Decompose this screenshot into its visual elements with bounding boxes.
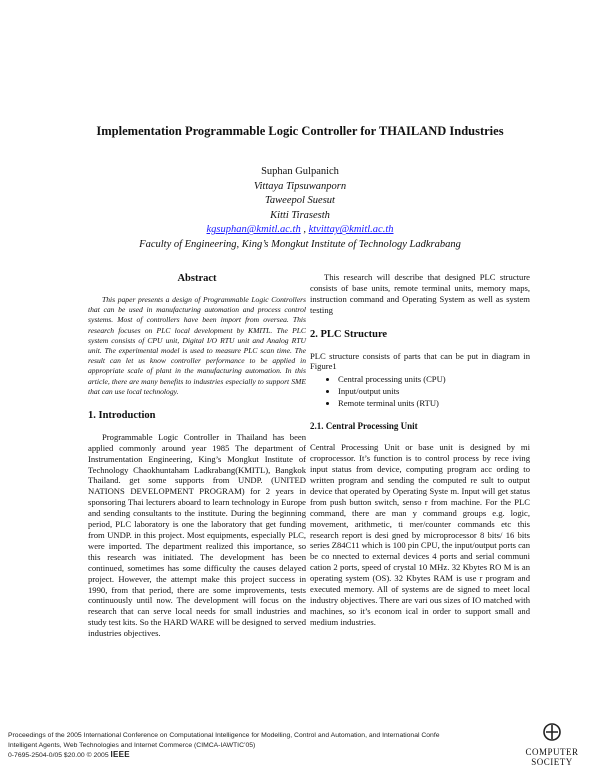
email-line [40, 223, 560, 238]
list-item: • Remote terminal units (RTU) [338, 397, 530, 409]
logo-text-1: COMPUTER [525, 747, 579, 757]
lead-author: Suphan Gulpanich [261, 166, 339, 177]
list-item: • Central processing units (CPU) [338, 373, 530, 385]
email-separator: , [300, 224, 306, 236]
paper-title: Implementation Programmable Logic Controller for THAILAND Industries [96, 124, 504, 138]
computer-society-logo [513, 722, 591, 772]
computer-society-icon [540, 722, 564, 742]
abstract-text: This paper presents a design of Programmable Logic Controllers that can be used in manufacturing automation and process control systems. Most of controllers have been import from oversea. This research focuses on PLC local development by KMITL. The PLC system consists of CPU unit, Digital I/O RTU unit and Analog RTU unit. The experimental model is used to measure PLC scan time. The result can let us know controller performance to be applied in appropriate scale of plant in the manufacturing automation. In this article, there are many benefits to industries especially to support SME that can use local technology. [88, 294, 306, 396]
plc-parts-list [310, 373, 530, 409]
abstract [88, 295, 306, 397]
plc-structure-heading: 2. PLC Structure [310, 328, 388, 340]
email-link-2[interactable]: ktvittay@kmitl.ac.th [308, 224, 394, 236]
proceedings-footer [8, 731, 508, 761]
affiliation: Faculty of Engineering, King’s Mongkut Institute of Technology Ladkrabang [139, 238, 461, 250]
author-3: Taweepol Suesut [265, 195, 335, 207]
abstract-heading: Abstract [177, 273, 217, 284]
plc-structure-text: PLC structure consists of parts that can be put in diagram in Figure1 [310, 350, 530, 372]
copyright-text: 0-7695-2504-0/05 $20.00 © 2005 [8, 752, 109, 760]
footer-line-1: Proceedings of the 2005 International Conference on Computational Intelligence for Modelling, Control and Automation, and International Confe [8, 732, 440, 739]
list-item: • Input/output units [338, 385, 530, 397]
footer-line-3 [8, 750, 508, 761]
author-block [40, 165, 560, 253]
author-4: Kitti Tirasesth [270, 209, 330, 221]
ieee-logo-text: IEEE [110, 750, 130, 760]
right-column [310, 272, 530, 628]
introduction-text: Programmable Logic Controller in Thailand has been applied commonly around year 1985 The department of Instrumentation Engineering, King’s Mongkut Institute of Technology Chaokhuntaham Ladkrabang(KMITL), Bangkok Thailand. get some supports from UNDP. (UNITED NATIONS DEVELOPMENT PROGRAM) for 2 years in sponsoring Thai lecturers aboard to learn technology in Europe and sending consultants to the institute. During the beginning period, PLC laboratory is one the laboratory that get funding from UNDP. in this project. Most equipments, especially PLC, were imported. The department realized this importance, so this research was initiated. The development has been continued, sometimes has some difficulty the causes delayed project. However, the attempt make this project success in 1990, from that period, there are some improvements, tests continuously until now. The development will focus on the research that can serve local needs for small industries and study test kits. So the HARD WARE will be designed to served industries objectives. [88, 431, 307, 639]
footer-line-2: Intelligent Agents, Web Technologies and Internet Commerce (CIMCA-IAWTIC’05) [8, 741, 256, 749]
introduction-heading: 1. Introduction [88, 409, 156, 421]
cpu-text: Central Processing Unit or base unit is designed by mi croprocessor. It’s function is to control process by rece iving input status from device, computing program acc ording to written program and sending the computed re sult to output device that operated by Operating Syste m. Input will get status from push button switch, senso r from machine. For the PLC command, there are man y command groups e.g. logic, movement, arithmetic, ti mer/counter commands etc this research report is desi gned by microprocessor 8 bits/ 16 bits series Z84C11 which is 100 pin CPU, the input/output ports can be co nnected to external devices 4 ports and serial communi cation 2 ports, speed of crystal 10 MHz. 32 Kbytes RO M is an operating system (OS). 32 Kbytes RAM is use r program and executed memory. All of systems are de signed to meet local industry objectives. There are vari ous sizes of IO matched with machines, so it’s econom ical in order to support small and medium industries. [310, 442, 531, 627]
left-column [88, 272, 306, 639]
logo-text-2: SOCIETY [531, 757, 573, 767]
email-link-1[interactable]: kgsuphan@kmitl.ac.th [206, 224, 301, 236]
research-summary: This research will describe that designed PLC structure consists of base units, remote terminal units, memory maps, instruction command and Operating System as well as system testing [310, 272, 530, 315]
cpu-heading: 2.1. Central Processing Unit [310, 421, 418, 432]
author-2: Vittaya Tipsuwanporn [253, 180, 347, 192]
